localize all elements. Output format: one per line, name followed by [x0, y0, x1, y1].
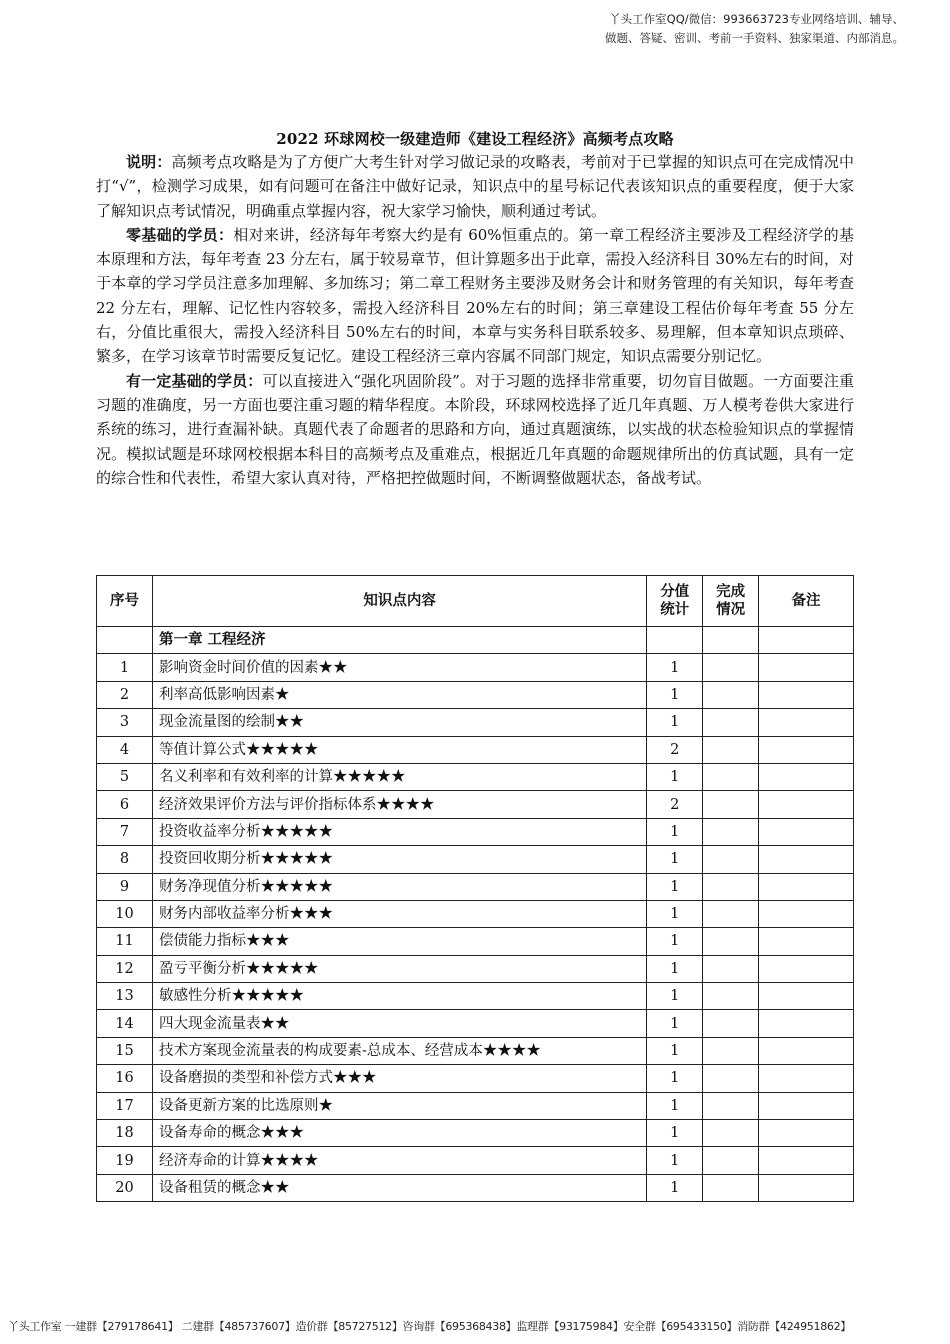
- header-note-line-1: 丫头工作室QQ/微信：993663723专业网络培训、辅导、: [609, 12, 904, 26]
- row-content: 等值计算公式★★★★★: [152, 736, 646, 763]
- row-number: 1: [97, 654, 153, 681]
- intro-label-beginner: 零基础的学员：: [126, 225, 234, 244]
- header-note-line-2: 做题、答疑、密训、考前一手资料、独家渠道、内部消息。: [605, 31, 904, 45]
- table-row: [97, 1065, 854, 1092]
- row-score: 1: [647, 709, 703, 736]
- row-remark: [759, 763, 854, 790]
- document-title: 2022 环球网校一级建造师《建设工程经济》高频考点攻略: [276, 130, 674, 148]
- intro-paragraph-beginner: [96, 223, 854, 369]
- row-number: 20: [97, 1174, 153, 1201]
- table-row: [97, 1010, 854, 1037]
- intro-label-explanation: 说明：: [126, 153, 172, 171]
- row-done: [703, 681, 759, 708]
- table-row: [97, 1147, 854, 1174]
- row-number: 6: [97, 791, 153, 818]
- row-remark: [759, 928, 854, 955]
- row-content: 现金流量图的绘制★★: [152, 709, 646, 736]
- table-row: [97, 791, 854, 818]
- row-score: 1: [647, 928, 703, 955]
- row-number: 9: [97, 873, 153, 900]
- intro-text-beginner: 相对来讲，经济每年考察大约是有 60%恒重点的。第一章工程经济主要涉及工程经济学的基本原理和方法，每年考查 23 分左右，属于较易章节，但计算题多出于此章，需投入经济科目 30%左右的时间，对于本章的学习学员注意多加理解、多加练习；第二章工程财务主要涉及财务会计和财务管理的有关知识，每年考查 22 分左右，理解、记忆性内容较多，需投入经济科目 20%左右的时间；第三章建设工程估价每年考查 55 分左右，分值比重很大，需投入经济科目 50%左右的时间，本章与实务科目联系较多、易理解，但本章知识点琐碎、繁多，在学习该章节时需要反复记忆。建设工程经济三章内容属不同部门规定，知识点需要分别记忆。: [96, 225, 854, 366]
- row-number: 5: [97, 763, 153, 790]
- row-score: 1: [647, 1010, 703, 1037]
- row-number: 19: [97, 1147, 153, 1174]
- row-score: 1: [647, 1147, 703, 1174]
- table-row: [97, 1120, 854, 1147]
- row-remark: [759, 1065, 854, 1092]
- intro-paragraph-explanation: [96, 150, 854, 223]
- row-score: 1: [647, 763, 703, 790]
- table-row: [97, 983, 854, 1010]
- table-row: [97, 763, 854, 790]
- row-number: 14: [97, 1010, 153, 1037]
- row-score: 1: [647, 873, 703, 900]
- table-header-row: [97, 576, 854, 627]
- table-row: [97, 873, 854, 900]
- row-score: 1: [647, 1065, 703, 1092]
- table-row: [97, 1037, 854, 1064]
- row-remark: [759, 1147, 854, 1174]
- row-remark: [759, 955, 854, 982]
- row-done: [703, 818, 759, 845]
- row-done: [703, 1065, 759, 1092]
- row-done: [703, 763, 759, 790]
- row-content: 偿债能力指标★★★: [152, 928, 646, 955]
- row-remark: [759, 1120, 854, 1147]
- row-number: 7: [97, 818, 153, 845]
- row-content: 投资回收期分析★★★★★: [152, 846, 646, 873]
- header-note: [484, 10, 904, 48]
- row-score: 2: [647, 791, 703, 818]
- row-remark: [759, 846, 854, 873]
- header-score: 分值统计: [647, 576, 703, 627]
- row-number: 17: [97, 1092, 153, 1119]
- row-score: 1: [647, 681, 703, 708]
- row-done: [703, 736, 759, 763]
- row-done: [703, 709, 759, 736]
- row-score: 2: [647, 736, 703, 763]
- row-content: 设备寿命的概念★★★: [152, 1120, 646, 1147]
- row-content: 利率高低影响因素★: [152, 681, 646, 708]
- row-remark: [759, 709, 854, 736]
- row-score: 1: [647, 955, 703, 982]
- row-done: [703, 873, 759, 900]
- row-done: [703, 1092, 759, 1119]
- knowledge-point-table: [96, 575, 854, 1202]
- row-remark: [759, 1037, 854, 1064]
- row-done: [703, 1120, 759, 1147]
- row-content: 设备更新方案的比选原则★: [152, 1092, 646, 1119]
- table-row: [97, 900, 854, 927]
- row-done: [703, 955, 759, 982]
- chapter-row: [97, 627, 854, 654]
- row-number: 13: [97, 983, 153, 1010]
- intro-label-advanced: 有一定基础的学员：: [126, 371, 263, 390]
- row-done: [703, 928, 759, 955]
- row-done: [703, 900, 759, 927]
- row-content: 财务内部收益率分析★★★: [152, 900, 646, 927]
- row-remark: [759, 791, 854, 818]
- intro-text-explanation: 高频考点攻略是为了方便广大考生针对学习做记录的攻略表，考前对于已掌握的知识点可在完成情况中打“√”，检测学习成果，如有问题可在备注中做好记录，知识点中的星号标记代表该知识点的重要程度，便于大家了解知识点考试情况，明确重点掌握内容，祝大家学习愉快，顺利通过考试。: [96, 153, 854, 220]
- table-row: [97, 654, 854, 681]
- row-number: 4: [97, 736, 153, 763]
- row-remark: [759, 873, 854, 900]
- row-score: 1: [647, 900, 703, 927]
- row-score: 1: [647, 1120, 703, 1147]
- table-row: [97, 955, 854, 982]
- row-number: 3: [97, 709, 153, 736]
- row-remark: [759, 681, 854, 708]
- table-row: [97, 709, 854, 736]
- row-number: 12: [97, 955, 153, 982]
- row-done: [703, 1174, 759, 1201]
- row-number: 8: [97, 846, 153, 873]
- table-row: [97, 1092, 854, 1119]
- header-done: 完成情况: [703, 576, 759, 627]
- row-content: 技术方案现金流量表的构成要素-总成本、经营成本★★★★: [152, 1037, 646, 1064]
- row-content: 设备租赁的概念★★: [152, 1174, 646, 1201]
- intro-text-advanced: 可以直接进入“强化巩固阶段”。对于习题的选择非常重要，切勿盲目做题。一方面要注重习题的准确度，另一方面也要注重习题的精华程度。本阶段，环球网校选择了近几年真题、万人模考卷供大家进行系统的练习，进行查漏补缺。真题代表了命题者的思路和方向，通过真题演练，以实战的状态检验知识点的掌握情况。模拟试题是环球网校根据本科目的高频考点及重难点，根据近几年真题的命题规律所出的仿真试题，具有一定的综合性和代表性，希望大家认真对待，严格把控做题时间，不断调整做题状态，备战考试。: [96, 371, 854, 487]
- intro-section: [96, 150, 854, 490]
- row-content: 经济寿命的计算★★★★: [152, 1147, 646, 1174]
- footer-groups: 丫头工作室 一建群【279178641】 二建群【485737607】造价群【85727512】咨询群【695368438】监理群【93175984】安全群【695433150】消防群【424951862】: [8, 1320, 852, 1333]
- row-content: 名义利率和有效利率的计算★★★★★: [152, 763, 646, 790]
- row-remark: [759, 1092, 854, 1119]
- row-done: [703, 983, 759, 1010]
- table-row: [97, 818, 854, 845]
- row-number: 18: [97, 1120, 153, 1147]
- header-no: 序号: [97, 576, 153, 627]
- row-score: 1: [647, 846, 703, 873]
- row-done: [703, 846, 759, 873]
- table-row: [97, 681, 854, 708]
- row-number: 16: [97, 1065, 153, 1092]
- row-number: 11: [97, 928, 153, 955]
- row-score: 1: [647, 1174, 703, 1201]
- chapter-title: 第一章 工程经济: [152, 627, 646, 654]
- row-content: 盈亏平衡分析★★★★★: [152, 955, 646, 982]
- row-score: 1: [647, 1037, 703, 1064]
- row-score: 1: [647, 1092, 703, 1119]
- header-content: 知识点内容: [152, 576, 646, 627]
- row-score: 1: [647, 983, 703, 1010]
- row-number: 2: [97, 681, 153, 708]
- row-done: [703, 791, 759, 818]
- row-remark: [759, 900, 854, 927]
- row-content: 投资收益率分析★★★★★: [152, 818, 646, 845]
- row-number: 10: [97, 900, 153, 927]
- table-row: [97, 736, 854, 763]
- intro-paragraph-advanced: [96, 369, 854, 490]
- row-content: 经济效果评价方法与评价指标体系★★★★: [152, 791, 646, 818]
- row-done: [703, 1147, 759, 1174]
- row-content: 敏感性分析★★★★★: [152, 983, 646, 1010]
- row-number: 15: [97, 1037, 153, 1064]
- table-row: [97, 846, 854, 873]
- row-done: [703, 654, 759, 681]
- row-remark: [759, 736, 854, 763]
- row-content: 影响资金时间价值的因素★★: [152, 654, 646, 681]
- row-content: 四大现金流量表★★: [152, 1010, 646, 1037]
- header-remark: 备注: [759, 576, 854, 627]
- row-content: 财务净现值分析★★★★★: [152, 873, 646, 900]
- row-score: 1: [647, 654, 703, 681]
- table-row: [97, 928, 854, 955]
- row-score: 1: [647, 818, 703, 845]
- row-remark: [759, 983, 854, 1010]
- row-remark: [759, 1010, 854, 1037]
- row-done: [703, 1037, 759, 1064]
- table-row: [97, 1174, 854, 1201]
- row-remark: [759, 1174, 854, 1201]
- row-content: 设备磨损的类型和补偿方式★★★: [152, 1065, 646, 1092]
- row-done: [703, 1010, 759, 1037]
- row-remark: [759, 654, 854, 681]
- row-remark: [759, 818, 854, 845]
